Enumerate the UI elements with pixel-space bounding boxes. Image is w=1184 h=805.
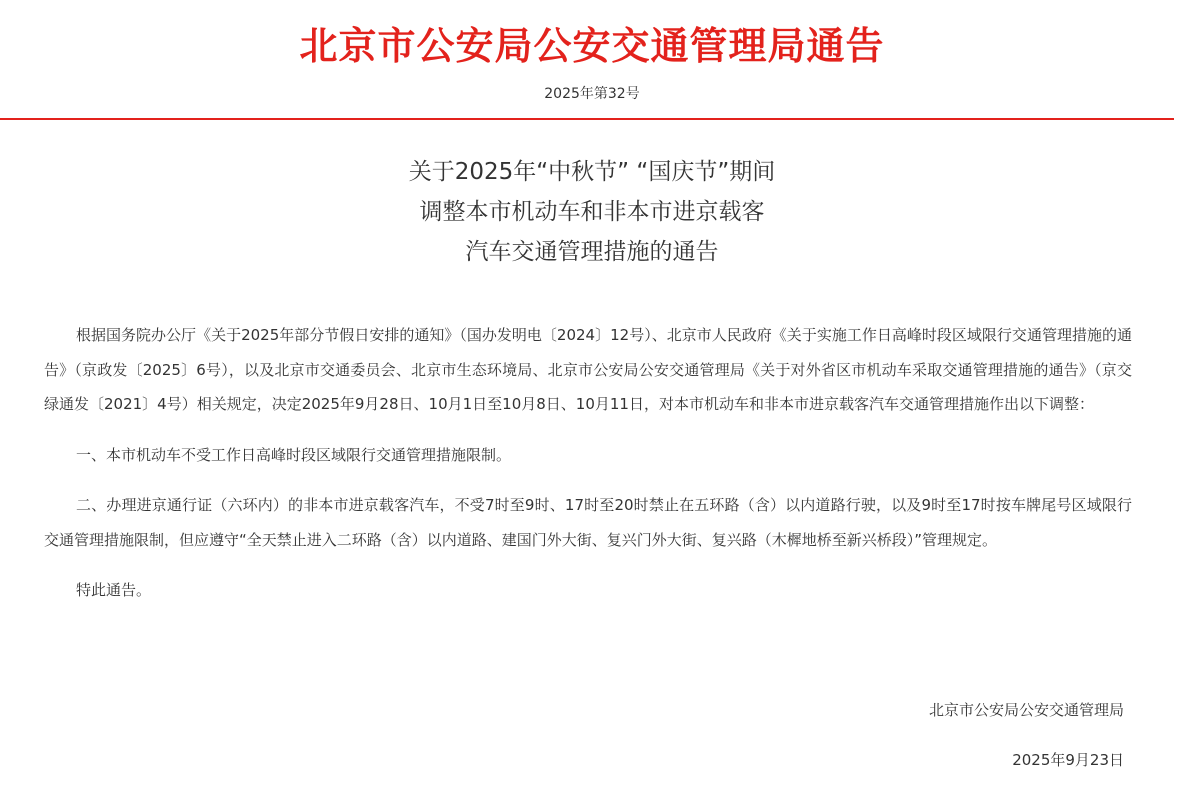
notice-title-line-1: 关于2025年“中秋节” “国庆节”期间 — [408, 159, 776, 185]
issuer-signature: 北京市公安局公安交通管理局 — [928, 701, 1124, 719]
notice-title-line-3: 汽车交通管理措施的通告 — [465, 239, 719, 265]
notice-title — [0, 152, 1184, 272]
paragraph-item-one: 一、本市机动车不受工作日高峰时段区域限行交通管理措施限制。 — [76, 445, 512, 464]
issue-date: 2025年9月23日 — [1012, 751, 1124, 769]
notice-body — [44, 318, 1132, 608]
notice-title-line-2: 调整本市机动车和非本市进京载客 — [419, 199, 765, 225]
masthead — [0, 0, 1184, 120]
document-number: 2025年第32号 — [544, 86, 640, 102]
paragraph-preamble: 根据国务院办公厅《关于2025年部分节假日安排的通知》（国办发明电〔2024〕12号）、北京市人民政府《关于实施工作日高峰时段区域限行交通管理措施的通告》（京政发〔2025〕6号），以及北京市交通委员会、北京市生态环境局、北京市公安局公安交通管理局《关于对外省区市机动车采取交通管理措施的通告》（京交绿通发〔2021〕4号）相关规定，决定2025年9月28日、10月1日至10月8日、10月11日，对本市机动车和非本市进京载客汽车交通管理措施作出以下调整： — [44, 326, 1132, 413]
paragraph-closing: 特此通告。 — [76, 581, 152, 599]
red-divider-line — [0, 118, 1174, 120]
paragraph-item-two: 二、办理进京通行证（六环内）的非本市进京载客汽车，不受7时至9时、17时至20时禁止在五环路（含）以内道路行驶，以及9时至17时按车牌尾号区域限行交通管理措施限制，但应遵守“全天禁止进入二环路（含）以内道路、建国门外大街、复兴门外大街、复兴路（木樨地桥至新兴桥段）”管理规定。 — [44, 496, 1132, 549]
masthead-title: 北京市公安局公安交通管理局通告 — [299, 24, 885, 68]
